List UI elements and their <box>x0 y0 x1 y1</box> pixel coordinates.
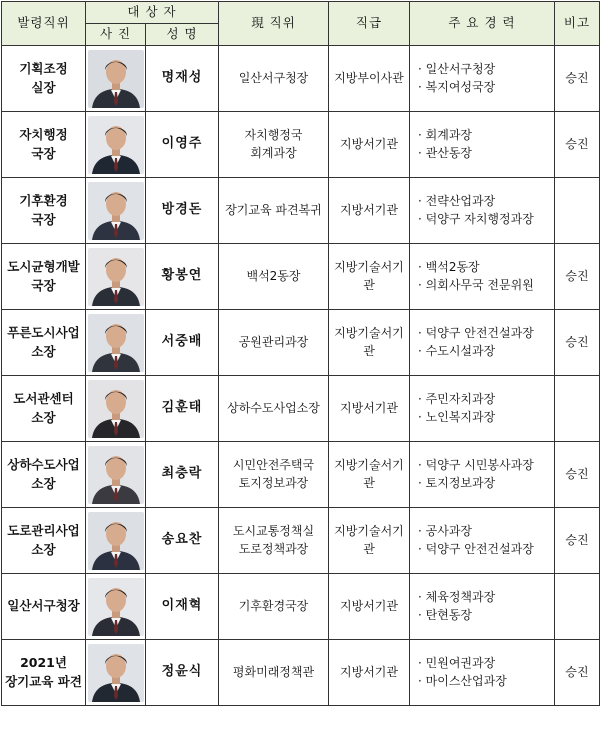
position-cell <box>2 376 86 442</box>
position-line: 소장 <box>31 475 56 491</box>
position-line: 실장 <box>31 79 56 95</box>
position-line: 국장 <box>31 145 56 161</box>
career-item: · 주민자치과장 <box>418 391 554 408</box>
career-cell <box>410 376 555 442</box>
position-line: 장기교육 파견 <box>5 673 82 689</box>
career-item: · 공사과장 <box>418 523 554 540</box>
grade-cell: 지방기술서기관 <box>329 508 410 574</box>
career-cell <box>410 574 555 640</box>
note-cell: 승진 <box>555 640 600 706</box>
header-position: 발령직위 <box>2 2 86 46</box>
position-cell <box>2 112 86 178</box>
personnel-table <box>1 1 600 706</box>
position-line: 국장 <box>31 211 56 227</box>
grade-cell: 지방서기관 <box>329 178 410 244</box>
career-item: · 덕양구 자치행정과장 <box>418 211 554 228</box>
current-position-line: 회계과장 <box>250 145 297 160</box>
current-position-cell <box>219 640 329 706</box>
current-position-cell <box>219 376 329 442</box>
note-cell <box>555 178 600 244</box>
current-position-line: 일산서구청장 <box>238 70 309 85</box>
note-cell: 승진 <box>555 310 600 376</box>
career-cell <box>410 46 555 112</box>
position-line: 도서관센터 <box>13 391 74 407</box>
career-item: · 의회사무국 전문위원 <box>418 277 554 294</box>
photo-cell <box>86 178 146 244</box>
note-cell: 승진 <box>555 46 600 112</box>
photo-cell <box>86 442 146 508</box>
career-item: · 덕양구 안전건설과장 <box>418 325 554 342</box>
current-position-cell <box>219 244 329 310</box>
current-position-cell <box>219 46 329 112</box>
portrait-photo <box>88 380 144 438</box>
table-row <box>2 574 600 640</box>
current-position-line: 장기교육 파견복귀 <box>225 202 322 217</box>
position-line: 상하수도사업 <box>7 457 80 473</box>
current-position-line: 시민안전주택국 <box>232 458 315 473</box>
photo-cell <box>86 112 146 178</box>
table-row <box>2 508 600 574</box>
photo-cell <box>86 640 146 706</box>
note-cell: 승진 <box>555 508 600 574</box>
position-line: 자치행정 <box>19 127 68 143</box>
position-line: 소장 <box>31 343 56 359</box>
grade-cell: 지방서기관 <box>329 574 410 640</box>
position-line: 도로관리사업 <box>7 523 80 539</box>
portrait-photo <box>88 578 144 636</box>
person-name: 이영주 <box>146 112 219 178</box>
photo-cell <box>86 310 146 376</box>
portrait-photo <box>88 446 144 504</box>
photo-cell <box>86 508 146 574</box>
photo-cell <box>86 574 146 640</box>
career-item: · 덕양구 시민봉사과장 <box>418 457 554 474</box>
position-line: 푸른도시사업 <box>7 325 80 341</box>
position-line: 국장 <box>31 277 56 293</box>
person-name: 황봉연 <box>146 244 219 310</box>
position-line: 도시균형개발 <box>7 259 80 275</box>
table-row <box>2 46 600 112</box>
position-line: 2021년 <box>20 655 67 671</box>
table-row <box>2 310 600 376</box>
position-cell <box>2 508 86 574</box>
portrait-photo <box>88 182 144 240</box>
header-note: 비고 <box>555 2 600 46</box>
grade-cell: 지방서기관 <box>329 640 410 706</box>
note-cell: 승진 <box>555 244 600 310</box>
header-current: 現 직위 <box>219 2 329 46</box>
current-position-cell <box>219 508 329 574</box>
current-position-cell <box>219 442 329 508</box>
note-cell: 승진 <box>555 442 600 508</box>
current-position-cell <box>219 310 329 376</box>
career-item: · 복지여성국장 <box>418 79 554 96</box>
header-career: 주 요 경 력 <box>410 2 555 46</box>
grade-cell: 지방기술서기관 <box>329 244 410 310</box>
table-row <box>2 178 600 244</box>
career-cell <box>410 640 555 706</box>
career-cell <box>410 112 555 178</box>
career-item: · 민원여권과장 <box>418 655 554 672</box>
current-position-line: 공원관리과장 <box>238 334 309 349</box>
career-cell <box>410 244 555 310</box>
photo-cell <box>86 376 146 442</box>
career-item: · 마이스산업과장 <box>418 673 554 690</box>
position-line: 소장 <box>31 541 56 557</box>
career-cell <box>410 442 555 508</box>
portrait-photo <box>88 50 144 108</box>
portrait-photo <box>88 644 144 702</box>
photo-cell <box>86 46 146 112</box>
position-line: 소장 <box>31 409 56 425</box>
table-row <box>2 640 600 706</box>
photo-cell <box>86 244 146 310</box>
position-cell <box>2 244 86 310</box>
current-position-line: 자치행정국 <box>244 128 303 143</box>
portrait-photo <box>88 248 144 306</box>
career-item: · 덕양구 안전건설과장 <box>418 541 554 558</box>
current-position-line: 도로정책과장 <box>238 541 309 556</box>
table-row <box>2 112 600 178</box>
note-cell: 승진 <box>555 112 600 178</box>
current-position-cell <box>219 178 329 244</box>
person-name: 최충락 <box>146 442 219 508</box>
career-item: · 노인복지과장 <box>418 409 554 426</box>
career-cell <box>410 178 555 244</box>
career-item: · 관산동장 <box>418 145 554 162</box>
career-item: · 회계과장 <box>418 127 554 144</box>
note-cell <box>555 376 600 442</box>
current-position-line: 평화미래정책관 <box>232 664 315 679</box>
person-name: 방경돈 <box>146 178 219 244</box>
current-position-line: 백석2동장 <box>246 268 301 283</box>
portrait-photo <box>88 512 144 570</box>
career-cell <box>410 508 555 574</box>
grade-cell: 지방기술서기관 <box>329 442 410 508</box>
person-name: 송요찬 <box>146 508 219 574</box>
grade-cell: 지방서기관 <box>329 376 410 442</box>
career-item: · 수도시설과장 <box>418 343 554 360</box>
header-name: 성 명 <box>146 24 219 46</box>
person-name: 정윤식 <box>146 640 219 706</box>
note-cell <box>555 574 600 640</box>
position-cell <box>2 442 86 508</box>
position-cell <box>2 46 86 112</box>
grade-cell: 지방기술서기관 <box>329 310 410 376</box>
portrait-photo <box>88 116 144 174</box>
person-name: 김훈태 <box>146 376 219 442</box>
table-row <box>2 244 600 310</box>
career-item: · 토지정보과장 <box>418 475 554 492</box>
grade-cell: 지방서기관 <box>329 112 410 178</box>
position-cell <box>2 574 86 640</box>
career-item: · 백석2동장 <box>418 259 554 276</box>
current-position-line: 도시교통정책실 <box>232 524 315 539</box>
position-line: 일산서구청장 <box>7 598 80 614</box>
header-photo: 사 진 <box>86 24 146 46</box>
person-name: 서중배 <box>146 310 219 376</box>
career-cell <box>410 310 555 376</box>
header-grade: 직급 <box>329 2 410 46</box>
current-position-line: 기후환경국장 <box>238 598 309 613</box>
grade-cell: 지방부이사관 <box>329 46 410 112</box>
person-name: 명재성 <box>146 46 219 112</box>
current-position-cell <box>219 112 329 178</box>
current-position-line: 상하수도사업소장 <box>227 400 320 415</box>
career-item: · 체육정책과장 <box>418 589 554 606</box>
career-item: · 전략산업과장 <box>418 193 554 210</box>
career-item: · 탄현동장 <box>418 607 554 624</box>
position-cell <box>2 178 86 244</box>
position-cell <box>2 310 86 376</box>
career-item: · 일산서구청장 <box>418 61 554 78</box>
person-name: 이재혁 <box>146 574 219 640</box>
current-position-line: 토지정보과장 <box>238 475 309 490</box>
position-line: 기획조정 <box>19 61 68 77</box>
current-position-cell <box>219 574 329 640</box>
position-line: 기후환경 <box>19 193 68 209</box>
table-row <box>2 376 600 442</box>
position-cell <box>2 640 86 706</box>
portrait-photo <box>88 314 144 372</box>
table-row <box>2 442 600 508</box>
header-target-group: 대 상 자 <box>86 2 219 24</box>
